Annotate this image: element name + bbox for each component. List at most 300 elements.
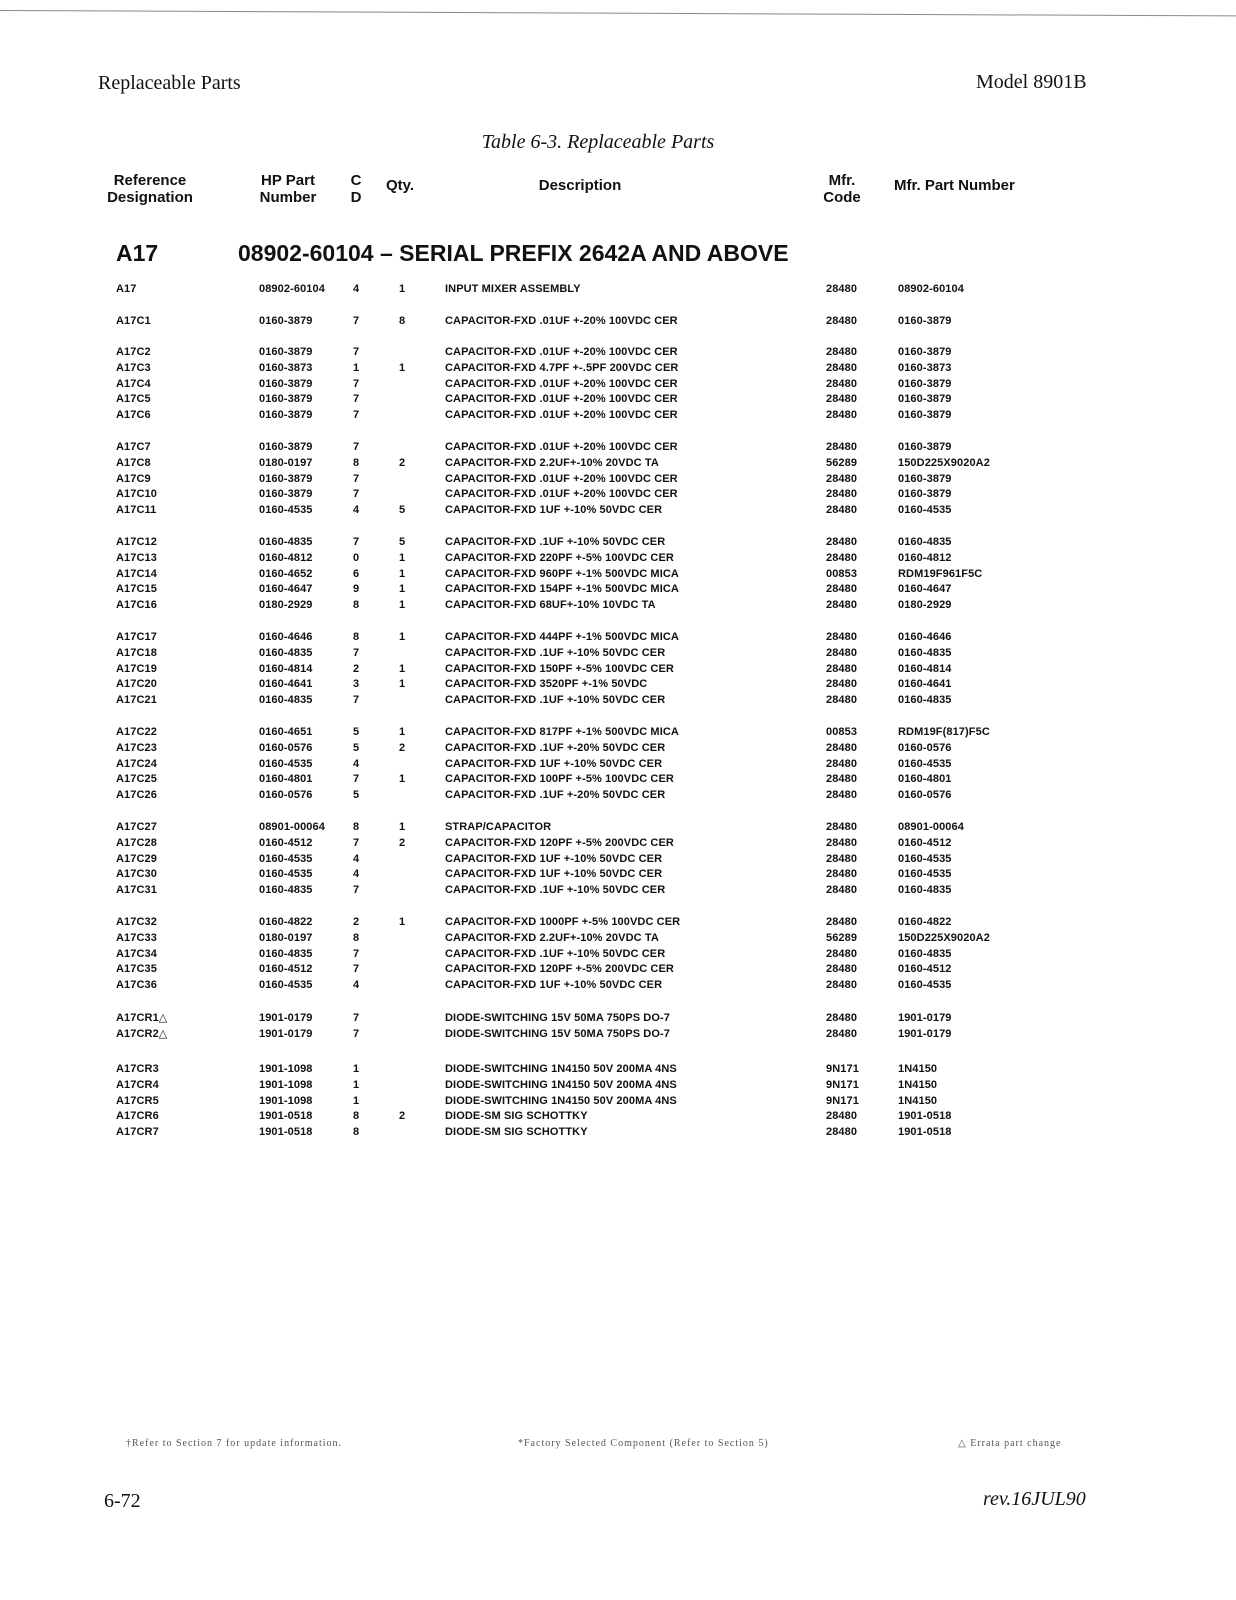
cell-mpn: RDM19F(817)F5C [898,726,990,738]
cell-cd: 4 [353,852,360,865]
cell-cd: 4 [353,283,360,295]
table-row [0,1011,1236,1026]
cell-ref: A17C7 [116,441,151,453]
table-row [0,646,1236,661]
cell-mpn: RDM19F961F5C [898,567,983,580]
cell-ref: A17C18 [116,646,157,659]
cell-ref: A17C16 [116,599,157,612]
cell-ref: A17CR1△ [116,1012,168,1024]
cell-mpn: 1901-0179 [898,1012,952,1024]
cell-cd: 7 [353,694,360,707]
cell-cd: 7 [353,409,360,422]
table-row [0,472,1236,487]
cell-mpn: 1N4150 [898,1094,938,1107]
table-row [0,820,1236,835]
cell-cd: 1 [353,1063,360,1075]
cell-desc: DIODE-SWITCHING 1N4150 50V 200MA 4NS [445,1078,677,1091]
cell-qty: 5 [399,536,406,548]
cell-mpn: 08901-00064 [898,821,964,833]
cell-part: 1901-0518 [259,1126,313,1139]
cell-cd: 7 [353,315,360,327]
table-row [0,503,1236,518]
cell-qty: 1 [399,821,406,833]
cell-mpn: 1901-0518 [898,1126,952,1139]
cell-mfr: 28480 [826,963,858,976]
cell-cd: 7 [353,884,360,897]
cell-desc: CAPACITOR-FXD .01UF +-20% 100VDC CER [445,377,678,390]
cell-ref: A17C31 [116,884,157,897]
cell-desc: CAPACITOR-FXD .1UF +-10% 50VDC CER [445,536,666,548]
cell-desc: CAPACITOR-FXD 150PF +-5% 100VDC CER [445,662,674,675]
cell-cd: 5 [353,741,360,754]
cell-cd: 7 [353,472,360,485]
cell-mpn: 1N4150 [898,1078,938,1091]
cell-part: 0160-3879 [259,488,313,501]
cell-mpn: 150D225X9020A2 [898,456,990,469]
cell-cd: 7 [353,1027,360,1040]
table-row [0,582,1236,597]
cell-part: 0180-0197 [259,931,313,944]
cell-mpn: 0160-4641 [898,678,952,691]
table-row [0,677,1236,692]
cell-desc: CAPACITOR-FXD 120PF +-5% 200VDC CER [445,836,674,849]
cell-desc: CAPACITOR-FXD 1UF +-10% 50VDC CER [445,852,663,865]
cell-mfr: 00853 [826,726,858,738]
cell-mfr: 56289 [826,931,858,944]
cell-part: 0160-4835 [259,694,313,707]
cell-ref: A17C13 [116,551,157,564]
cell-mfr: 28480 [826,472,858,485]
cell-cd: 8 [353,821,360,833]
cell-mpn: 0160-4835 [898,646,952,659]
cell-mpn: 1901-0179 [898,1027,952,1040]
cell-cd: 8 [353,599,360,612]
cell-ref: A17C35 [116,963,157,976]
table-row [0,456,1236,471]
cell-ref: A17CR4 [116,1078,159,1091]
cell-cd: 0 [353,551,360,564]
cell-part: 1901-1098 [259,1094,313,1107]
table-row [0,392,1236,407]
cell-part: 0160-4647 [259,583,313,596]
cell-part: 0160-4812 [259,551,313,564]
table-row [0,361,1236,376]
cell-part: 0160-3879 [259,409,313,422]
cell-mpn: 0160-4814 [898,662,952,675]
table-row [0,836,1236,851]
cell-mfr: 28480 [826,884,858,897]
cell-ref: A17C32 [116,916,157,928]
cell-mpn: 0160-3879 [898,315,952,327]
table-row [0,551,1236,566]
table-title: Table 6-3. Replaceable Parts [481,131,715,153]
cell-ref: A17C29 [116,852,157,865]
table-row [0,662,1236,677]
col-description: Description [538,177,622,194]
cell-mfr: 28480 [826,504,858,517]
cell-part: 0160-3879 [259,393,313,406]
cell-desc: CAPACITOR-FXD .01UF +-20% 100VDC CER [445,393,678,406]
cell-mfr: 28480 [826,551,858,564]
col-ref-line1: Reference [113,172,187,189]
cell-part: 1901-1098 [259,1063,313,1075]
cell-cd: 7 [353,346,360,358]
col-mfr-part-number: Mfr. Part Number [894,177,1015,194]
table-row [0,1094,1236,1109]
cell-qty: 1 [399,631,406,643]
cell-cd: 3 [353,678,360,691]
cell-cd: 6 [353,567,360,580]
cell-cd: 7 [353,963,360,976]
cell-mpn: 0160-4835 [898,694,952,707]
cell-cd: 4 [353,504,360,517]
cell-desc: DIODE-SWITCHING 15V 50MA 750PS DO-7 [445,1027,670,1040]
table-row [0,741,1236,756]
cell-qty: 1 [399,773,406,786]
cell-desc: DIODE-SWITCHING 1N4150 50V 200MA 4NS [445,1063,677,1075]
cell-cd: 7 [353,441,360,453]
cell-part: 0160-4512 [259,963,313,976]
cell-mpn: 0160-4822 [898,916,952,928]
table-row [0,630,1236,645]
cell-ref: A17C26 [116,789,157,802]
cell-cd: 7 [353,773,360,786]
cell-part: 0160-3879 [259,472,313,485]
cell-mfr: 28480 [826,409,858,422]
footnote-update-info: †Refer to Section 7 for update information. [126,1438,343,1449]
col-mfr-line1: Mfr. [828,172,856,189]
cell-cd: 4 [353,868,360,881]
cell-mfr: 28480 [826,393,858,406]
cell-ref: A17CR6 [116,1110,159,1123]
cell-mpn: 0160-3879 [898,488,952,501]
cell-desc: CAPACITOR-FXD .01UF +-20% 100VDC CER [445,472,678,485]
table-row [0,693,1236,708]
cell-desc: DIODE-SWITCHING 1N4150 50V 200MA 4NS [445,1094,677,1107]
cell-cd: 1 [353,1078,360,1091]
assembly-title: 08902-60104 – SERIAL PREFIX 2642A AND ABOVE [238,240,789,266]
cell-qty: 1 [399,551,406,564]
cell-qty: 2 [399,836,406,849]
cell-ref: A17CR3 [116,1063,159,1075]
cell-ref: A17C33 [116,931,157,944]
table-row [0,725,1236,740]
cell-desc: CAPACITOR-FXD 817PF +-1% 500VDC MICA [445,726,679,738]
cell-cd: 4 [353,979,360,992]
cell-desc: CAPACITOR-FXD .1UF +-10% 50VDC CER [445,884,666,897]
cell-mfr: 28480 [826,377,858,390]
cell-mpn: 0160-0576 [898,789,952,802]
cell-desc: CAPACITOR-FXD .1UF +-20% 50VDC CER [445,741,666,754]
cell-ref: A17C8 [116,456,151,469]
cell-mpn: 0160-3879 [898,409,952,422]
col-cd-line1: C [350,172,362,189]
cell-mfr: 28480 [826,441,858,453]
cell-mfr: 28480 [826,536,858,548]
cell-ref: A17C36 [116,979,157,992]
cell-mfr: 28480 [826,583,858,596]
cell-qty: 8 [399,315,406,327]
footnote-errata: △ Errata part change [958,1438,1062,1449]
cell-mpn: 0160-3879 [898,441,952,453]
cell-mfr: 28480 [826,773,858,786]
cell-cd: 2 [353,662,360,675]
cell-mfr: 28480 [826,852,858,865]
cell-cd: 5 [353,726,360,738]
cell-mfr: 28480 [826,916,858,928]
cell-ref: A17C19 [116,662,157,675]
cell-ref: A17CR5 [116,1094,159,1107]
table-row [0,377,1236,392]
cell-part: 1901-1098 [259,1078,313,1091]
cell-qty: 1 [399,361,406,374]
cell-part: 08901-00064 [259,821,325,833]
cell-part: 0160-4651 [259,726,313,738]
table-row [0,408,1236,423]
cell-qty: 1 [399,599,406,612]
cell-mfr: 28480 [826,631,858,643]
cell-ref: A17C20 [116,678,157,691]
table-row [0,931,1236,946]
cell-desc: CAPACITOR-FXD 1UF +-10% 50VDC CER [445,757,663,770]
cell-cd: 8 [353,631,360,643]
table-row [0,567,1236,582]
cell-cd: 7 [353,536,360,548]
cell-qty: 1 [399,567,406,580]
cell-ref: A17C2 [116,346,151,358]
cell-ref: A17C15 [116,583,157,596]
cell-mfr: 28480 [826,821,858,833]
cell-desc: INPUT MIXER ASSEMBLY [445,283,581,295]
cell-part: 0160-4641 [259,678,313,691]
cell-mfr: 28480 [826,646,858,659]
cell-mfr: 00853 [826,567,858,580]
cell-part: 0160-4801 [259,773,313,786]
cell-part: 0180-0197 [259,456,313,469]
cell-mfr: 56289 [826,456,858,469]
cell-mfr: 9N171 [826,1094,859,1107]
cell-part: 1901-0179 [259,1027,313,1040]
table-row [0,598,1236,613]
cell-ref: A17CR2△ [116,1027,168,1040]
cell-mpn: 0160-4512 [898,963,952,976]
table-row [0,282,1236,297]
cell-cd: 8 [353,456,360,469]
cell-mpn: 0160-3873 [898,361,952,374]
cell-mpn: 0160-4535 [898,852,952,865]
cell-part: 0160-4835 [259,884,313,897]
cell-part: 0160-4835 [259,646,313,659]
table-row [0,788,1236,803]
cell-cd: 7 [353,393,360,406]
table-row [0,440,1236,455]
cell-cd: 7 [353,377,360,390]
cell-mpn: 0160-4835 [898,947,952,960]
cell-ref: A17C4 [116,377,151,390]
cell-cd: 2 [353,916,360,928]
cell-desc: CAPACITOR-FXD 2.2UF+-10% 20VDC TA [445,456,659,469]
cell-mpn: 0160-4535 [898,504,952,517]
cell-part: 0160-3879 [259,346,313,358]
cell-desc: STRAP/CAPACITOR [445,821,552,833]
cell-mpn: 0160-4647 [898,583,952,596]
col-qty: Qty. [385,177,415,194]
cell-mpn: 0160-4801 [898,773,952,786]
table-row [0,487,1236,502]
cell-cd: 8 [353,1126,360,1139]
cell-ref: A17C34 [116,947,157,960]
cell-ref: A17C24 [116,757,157,770]
cell-mfr: 28480 [826,757,858,770]
cell-mfr: 28480 [826,678,858,691]
cell-qty: 1 [399,678,406,691]
cell-desc: CAPACITOR-FXD 3520PF +-1% 50VDC [445,678,648,691]
table-row [0,915,1236,930]
cell-mfr: 28480 [826,1110,858,1123]
cell-cd: 7 [353,947,360,960]
cell-cd: 1 [353,361,360,374]
cell-desc: DIODE-SM SIG SCHOTTKY [445,1126,588,1139]
cell-ref: A17C11 [116,504,157,517]
col-part-line1: HP Part [261,172,315,189]
footnote-factory-selected: *Factory Selected Component (Refer to Section 5) [518,1438,769,1449]
cell-cd: 5 [353,789,360,802]
cell-desc: CAPACITOR-FXD .1UF +-10% 50VDC CER [445,646,666,659]
cell-ref: A17C1 [116,315,151,327]
cell-desc: CAPACITOR-FXD .1UF +-10% 50VDC CER [445,694,666,707]
cell-part: 1901-0518 [259,1110,313,1123]
cell-desc: CAPACITOR-FXD 1UF +-10% 50VDC CER [445,868,663,881]
cell-desc: CAPACITOR-FXD 1UF +-10% 50VDC CER [445,979,663,992]
cell-mpn: 150D225X9020A2 [898,931,990,944]
cell-mfr: 28480 [826,315,858,327]
cell-part: 0160-4822 [259,916,313,928]
cell-mpn: 0160-4535 [898,979,952,992]
cell-mfr: 28480 [826,662,858,675]
cell-mpn: 0160-4646 [898,631,952,643]
cell-mfr: 28480 [826,741,858,754]
cell-ref: A17C22 [116,726,157,738]
cell-desc: CAPACITOR-FXD .01UF +-20% 100VDC CER [445,346,678,358]
table-row [0,535,1236,550]
table-row [0,883,1236,898]
cell-mfr: 28480 [826,488,858,501]
cell-part: 0160-4512 [259,836,313,849]
cell-cd: 8 [353,1110,360,1123]
table-row [0,345,1236,360]
cell-cd: 4 [353,757,360,770]
col-part-line2: Number [259,189,317,206]
cell-desc: CAPACITOR-FXD .1UF +-10% 50VDC CER [445,947,666,960]
cell-desc: CAPACITOR-FXD .01UF +-20% 100VDC CER [445,441,678,453]
cell-qty: 1 [399,283,406,295]
cell-mfr: 28480 [826,1126,858,1139]
cell-ref: A17C10 [116,488,157,501]
table-row [0,867,1236,882]
cell-ref: A17C25 [116,773,157,786]
cell-mpn: 0160-3879 [898,393,952,406]
cell-mfr: 28480 [826,947,858,960]
cell-desc: CAPACITOR-FXD 2.2UF+-10% 20VDC TA [445,931,659,944]
cell-mfr: 9N171 [826,1078,859,1091]
cell-ref: A17C6 [116,409,151,422]
table-row [0,852,1236,867]
cell-mpn: 0160-4812 [898,551,952,564]
cell-mpn: 0160-4835 [898,884,952,897]
cell-mpn: 08902-60104 [898,283,964,295]
table-row [0,962,1236,977]
cell-cd: 7 [353,836,360,849]
cell-cd: 1 [353,1094,360,1107]
cell-part: 0160-0576 [259,789,313,802]
cell-qty: 1 [399,726,406,738]
cell-desc: CAPACITOR-FXD 960PF +-1% 500VDC MICA [445,567,679,580]
cell-part: 0160-4835 [259,947,313,960]
table-row [0,978,1236,993]
cell-mpn: 1N4150 [898,1063,938,1075]
cell-qty: 1 [399,583,406,596]
cell-part: 0160-4835 [259,536,313,548]
cell-desc: CAPACITOR-FXD 68UF+-10% 10VDC TA [445,599,656,612]
cell-part: 0160-3879 [259,315,313,327]
cell-cd: 9 [353,583,360,596]
cell-ref: A17C9 [116,472,151,485]
cell-cd: 7 [353,1012,360,1024]
cell-mfr: 28480 [826,346,858,358]
table-row [0,314,1236,329]
col-mfr-line2: Code [823,189,861,206]
cell-ref: A17C30 [116,868,157,881]
col-ref-line2: Designation [107,189,193,206]
cell-part: 08902-60104 [259,283,325,295]
cell-mfr: 28480 [826,599,858,612]
cell-mfr: 28480 [826,1027,858,1040]
cell-ref: A17C14 [116,567,157,580]
page-number: 6-72 [104,1490,141,1512]
cell-ref: A17CR7 [116,1126,159,1139]
cell-ref: A17 [116,283,137,295]
cell-desc: DIODE-SM SIG SCHOTTKY [445,1110,588,1123]
cell-part: 0160-4814 [259,662,313,675]
table-row [0,1125,1236,1140]
cell-part: 1901-0179 [259,1012,313,1024]
cell-desc: CAPACITOR-FXD 444PF +-1% 500VDC MICA [445,631,679,643]
cell-desc: CAPACITOR-FXD 4.7PF +-.5PF 200VDC CER [445,361,679,374]
cell-mfr: 28480 [826,979,858,992]
section-header: Replaceable Parts [98,72,241,94]
cell-desc: CAPACITOR-FXD 1000PF +-5% 100VDC CER [445,916,681,928]
cell-mpn: 0160-3879 [898,346,952,358]
cell-part: 0160-3879 [259,377,313,390]
cell-mfr: 28480 [826,868,858,881]
cell-desc: CAPACITOR-FXD 100PF +-5% 100VDC CER [445,773,674,786]
cell-desc: DIODE-SWITCHING 15V 50MA 750PS DO-7 [445,1012,670,1024]
cell-part: 0160-4646 [259,631,313,643]
cell-part: 0160-0576 [259,741,313,754]
cell-cd: 7 [353,646,360,659]
cell-mpn: 0180-2929 [898,599,952,612]
cell-part: 0160-4535 [259,504,313,517]
cell-desc: CAPACITOR-FXD 220PF +-5% 100VDC CER [445,551,674,564]
cell-mfr: 9N171 [826,1063,859,1075]
cell-ref: A17C12 [116,536,157,548]
cell-qty: 5 [399,504,406,517]
cell-ref: A17C28 [116,836,157,849]
cell-qty: 2 [399,1110,406,1123]
cell-qty: 1 [399,662,406,675]
cell-desc: CAPACITOR-FXD .01UF +-20% 100VDC CER [445,315,678,327]
cell-qty: 2 [399,741,406,754]
